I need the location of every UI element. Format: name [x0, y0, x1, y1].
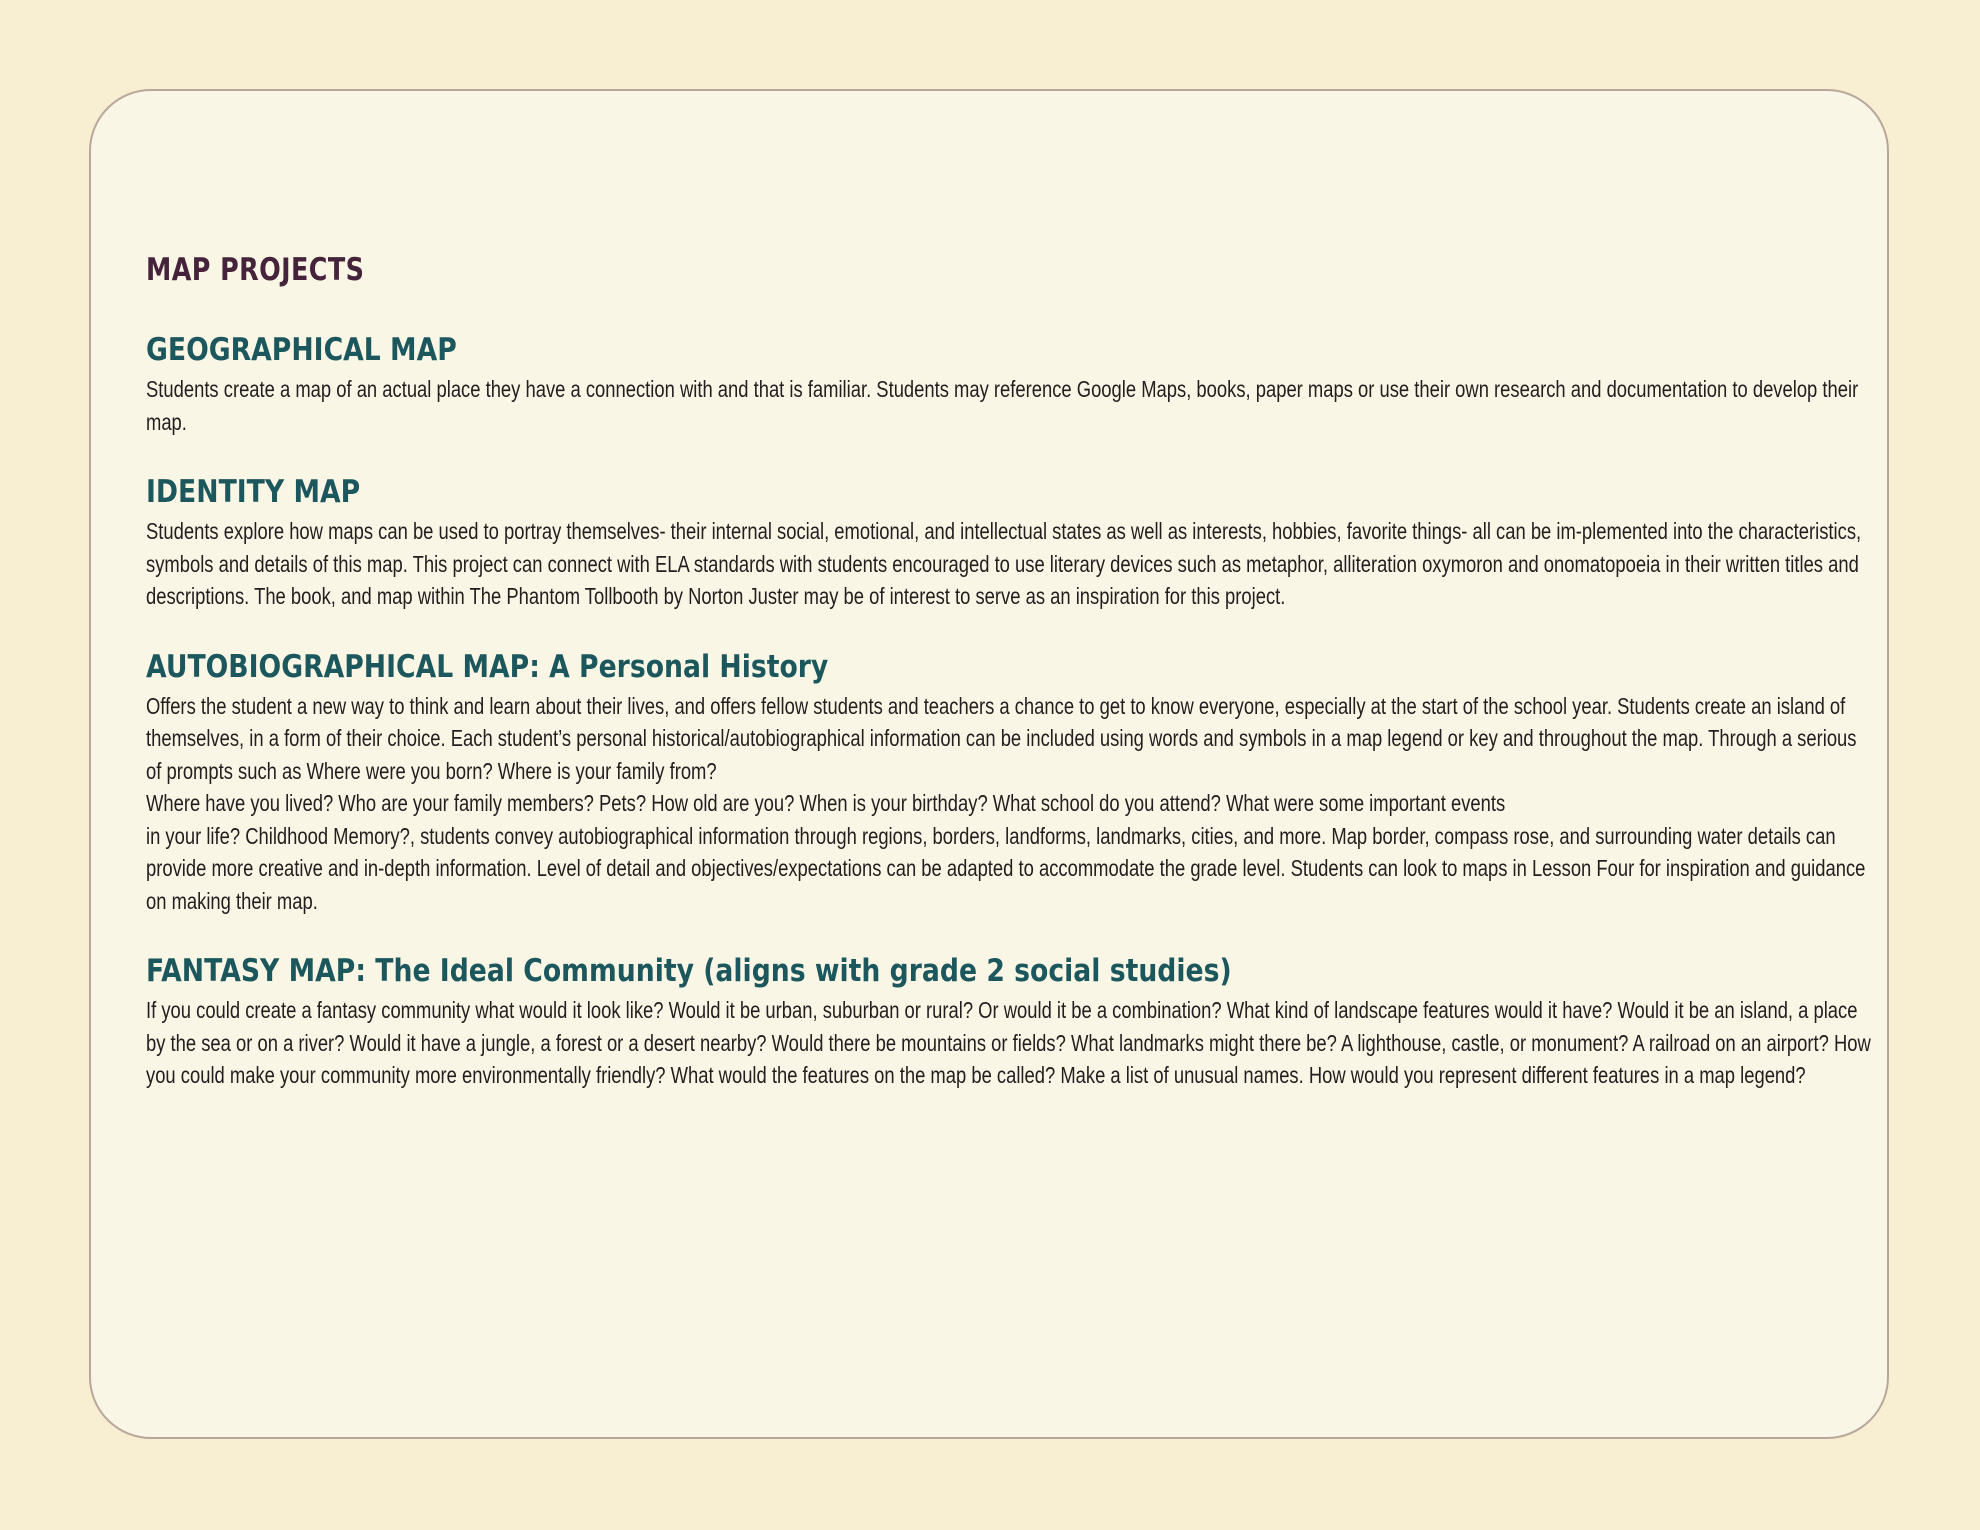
section-title: AUTOBIOGRAPHICAL MAP: A Personal History — [146, 648, 829, 685]
paragraph: Students explore how maps can be used to portray themselves- their internal social, emotional, and intellectual states as well as interests, hobbies, favorite things- all can be im-plemented into the characteristics, symbols and details of this map. This project can connect with ELA standards with students encouraged to use literary devices such as metaphor, alliteration oxymoron and onomatopoeia in their written titles and descriptions. The book, and map within The Phantom Tollbooth by Norton Juster may be of interest to serve as an inspiration for this project. — [146, 518, 1862, 609]
content-card — [89, 89, 1889, 1439]
document-content — [146, 251, 1874, 1127]
section-autobiographical-map — [146, 648, 1874, 918]
section-title: IDENTITY MAP — [146, 474, 361, 510]
paragraph: Where have you lived? Who are your family members? Pets? How old are you? When is your birthday? What school do you attend? What were some important events — [146, 790, 1506, 816]
section-body — [146, 373, 1874, 438]
section-title: FANTASY MAP: The Ideal Community (aligns with grade 2 social studies) — [146, 953, 1232, 989]
section-identity-map — [146, 473, 1874, 613]
section-title: GEOGRAPHICAL MAP — [146, 332, 457, 368]
paragraph: Offers the student a new way to think and learn about their lives, and offers fellow students and teachers a chance to get to know everyone, especially at the start of the school year. Students create an island of themselves, in a form of their choice. Each student’s personal historical/autobiographical information can be included using words and symbols in a map legend or key and throughout the map. Through a serious of prompts such as Where were you born? Where is your family from? — [146, 692, 1857, 784]
section-body — [146, 690, 1874, 918]
paragraph: in your life? Childhood Memory?, students convey autobiographical information through regions, borders, landforms, landmarks, cities, and more. Map border, compass rose, and surrounding water details can provide more creative and in-depth information. Level of detail and objectives/expectations can be adapted to accommodate the grade level. Students can look to maps in Lesson Four for inspiration and guidance on making their map. — [146, 822, 1866, 914]
page-title: MAP PROJECTS — [146, 252, 365, 288]
paragraph: Students create a map of an actual place they have a connection with and that is familiar. Students may reference Google Maps, books, paper maps or use their own research and documentation to develop their map. — [146, 376, 1859, 435]
section-body — [146, 515, 1874, 613]
section-fantasy-map — [146, 952, 1874, 1092]
section-body — [146, 994, 1874, 1092]
paragraph: If you could create a fantasy community what would it look like? Would it be urban, suburban or rural? Or would it be a combination? What kind of landscape features would it have? Would it be an island, a place by the sea or on a river? Would it have a jungle, a forest or a desert nearby? Would there be mountains or fields? What landmarks might there be? A lighthouse, castle, or monument? A railroad on an airport? How you could make your community more environmentally friendly? What would the features on the map be called? Make a list of unusual names. How would you represent different features in a map legend? — [146, 997, 1871, 1088]
section-geographical-map — [146, 331, 1874, 438]
